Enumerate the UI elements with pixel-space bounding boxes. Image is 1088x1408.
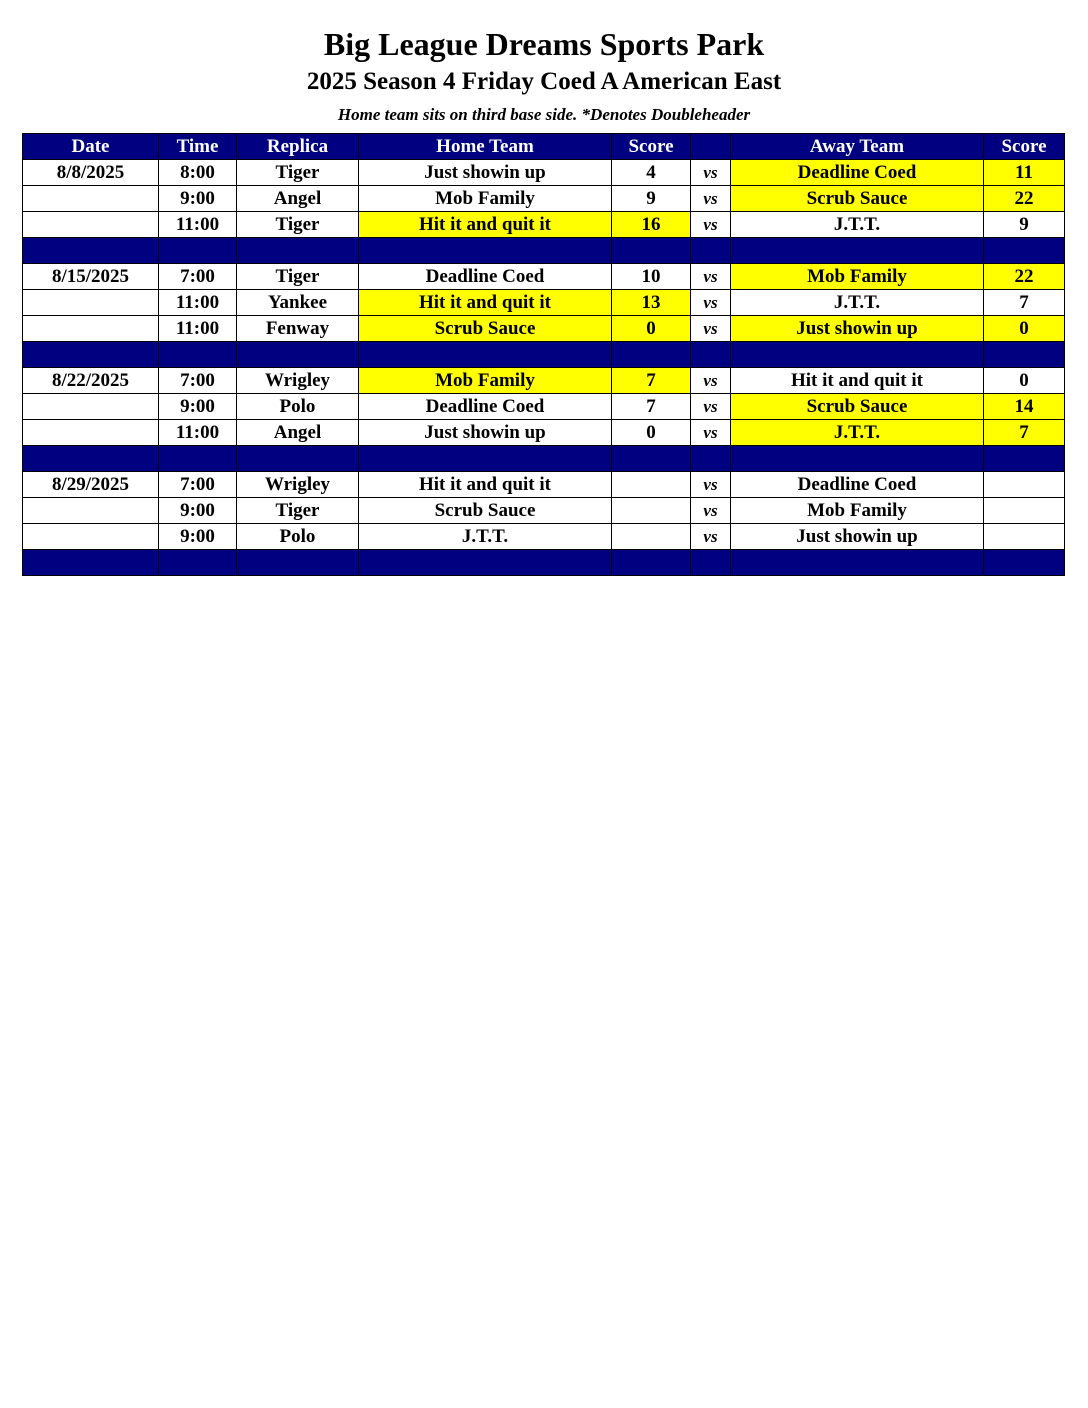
replica-cell: Yankee bbox=[237, 290, 359, 316]
week-separator-row bbox=[23, 550, 1065, 576]
season-subtitle: 2025 Season 4 Friday Coed A American East bbox=[306, 68, 782, 95]
column-header-away-score: Score bbox=[984, 134, 1065, 160]
separator-cell bbox=[159, 238, 237, 264]
home-team-cell: Hit it and quit it bbox=[359, 472, 612, 498]
vs-label: vs bbox=[691, 212, 731, 238]
date-cell: 8/15/2025 bbox=[23, 264, 159, 290]
time-cell: 11:00 bbox=[159, 316, 237, 342]
separator-cell bbox=[984, 550, 1065, 576]
away-team-cell: Just showin up bbox=[731, 316, 984, 342]
page-title: Big League Dreams Sports Park bbox=[323, 26, 765, 62]
date-cell bbox=[23, 524, 159, 550]
vs-label: vs bbox=[691, 472, 731, 498]
away-score-cell bbox=[984, 498, 1065, 524]
date-cell bbox=[23, 498, 159, 524]
vs-label: vs bbox=[691, 186, 731, 212]
game-row bbox=[23, 472, 1065, 498]
week-separator-row bbox=[23, 238, 1065, 264]
replica-cell: Angel bbox=[237, 186, 359, 212]
separator-cell bbox=[159, 446, 237, 472]
separator-cell bbox=[984, 342, 1065, 368]
column-header-replica: Replica bbox=[237, 134, 359, 160]
time-cell: 7:00 bbox=[159, 368, 237, 394]
time-cell: 11:00 bbox=[159, 212, 237, 238]
home-team-cell: Scrub Sauce bbox=[359, 498, 612, 524]
vs-label: vs bbox=[691, 524, 731, 550]
separator-cell bbox=[984, 446, 1065, 472]
game-row bbox=[23, 160, 1065, 186]
away-score-cell: 9 bbox=[984, 212, 1065, 238]
separator-cell bbox=[731, 238, 984, 264]
replica-cell: Angel bbox=[237, 420, 359, 446]
schedule-note: Home team sits on third base side. *Denotes Doubleheader bbox=[337, 105, 751, 124]
separator-cell bbox=[612, 342, 691, 368]
home-team-cell: J.T.T. bbox=[359, 524, 612, 550]
home-score-cell: 9 bbox=[612, 186, 691, 212]
time-cell: 7:00 bbox=[159, 264, 237, 290]
home-team-cell: Scrub Sauce bbox=[359, 316, 612, 342]
away-team-cell: Deadline Coed bbox=[731, 160, 984, 186]
vs-label: vs bbox=[691, 264, 731, 290]
separator-cell bbox=[612, 550, 691, 576]
schedule-body bbox=[23, 160, 1065, 576]
home-team-cell: Just showin up bbox=[359, 420, 612, 446]
week-separator-row bbox=[23, 342, 1065, 368]
separator-cell bbox=[23, 238, 159, 264]
game-row bbox=[23, 186, 1065, 212]
separator-cell bbox=[612, 446, 691, 472]
replica-cell: Polo bbox=[237, 524, 359, 550]
away-team-cell: Deadline Coed bbox=[731, 472, 984, 498]
home-team-cell: Mob Family bbox=[359, 368, 612, 394]
away-score-cell: 0 bbox=[984, 368, 1065, 394]
game-row bbox=[23, 394, 1065, 420]
game-row bbox=[23, 316, 1065, 342]
column-header-date: Date bbox=[23, 134, 159, 160]
separator-cell bbox=[731, 446, 984, 472]
separator-cell bbox=[159, 342, 237, 368]
away-score-cell: 7 bbox=[984, 290, 1065, 316]
home-score-cell bbox=[612, 472, 691, 498]
separator-cell bbox=[691, 550, 731, 576]
away-team-cell: Just showin up bbox=[731, 524, 984, 550]
separator-cell bbox=[359, 342, 612, 368]
home-score-cell: 7 bbox=[612, 394, 691, 420]
home-score-cell: 0 bbox=[612, 316, 691, 342]
time-cell: 9:00 bbox=[159, 524, 237, 550]
away-team-cell: Mob Family bbox=[731, 264, 984, 290]
home-score-cell: 4 bbox=[612, 160, 691, 186]
away-team-cell: J.T.T. bbox=[731, 290, 984, 316]
replica-cell: Fenway bbox=[237, 316, 359, 342]
date-cell: 8/8/2025 bbox=[23, 160, 159, 186]
away-team-cell: Hit it and quit it bbox=[731, 368, 984, 394]
away-score-cell: 7 bbox=[984, 420, 1065, 446]
vs-label: vs bbox=[691, 368, 731, 394]
vs-label: vs bbox=[691, 316, 731, 342]
game-row bbox=[23, 498, 1065, 524]
vs-label: vs bbox=[691, 394, 731, 420]
separator-cell bbox=[237, 342, 359, 368]
home-team-cell: Just showin up bbox=[359, 160, 612, 186]
replica-cell: Wrigley bbox=[237, 368, 359, 394]
column-header-home-team: Home Team bbox=[359, 134, 612, 160]
date-cell bbox=[23, 290, 159, 316]
replica-cell: Tiger bbox=[237, 264, 359, 290]
home-team-cell: Hit it and quit it bbox=[359, 290, 612, 316]
column-header-time: Time bbox=[159, 134, 237, 160]
separator-cell bbox=[237, 238, 359, 264]
vs-label: vs bbox=[691, 498, 731, 524]
away-team-cell: J.T.T. bbox=[731, 420, 984, 446]
home-score-cell bbox=[612, 498, 691, 524]
column-header-away-team: Away Team bbox=[731, 134, 984, 160]
away-score-cell: 22 bbox=[984, 186, 1065, 212]
table-header-row bbox=[23, 134, 1065, 160]
time-cell: 9:00 bbox=[159, 394, 237, 420]
separator-cell bbox=[237, 446, 359, 472]
home-score-cell: 13 bbox=[612, 290, 691, 316]
vs-label: vs bbox=[691, 290, 731, 316]
date-cell bbox=[23, 420, 159, 446]
date-cell bbox=[23, 212, 159, 238]
time-cell: 11:00 bbox=[159, 290, 237, 316]
time-cell: 9:00 bbox=[159, 498, 237, 524]
home-score-cell: 16 bbox=[612, 212, 691, 238]
replica-cell: Tiger bbox=[237, 160, 359, 186]
date-cell bbox=[23, 394, 159, 420]
separator-cell bbox=[359, 446, 612, 472]
game-row bbox=[23, 420, 1065, 446]
date-cell: 8/29/2025 bbox=[23, 472, 159, 498]
time-cell: 9:00 bbox=[159, 186, 237, 212]
replica-cell: Polo bbox=[237, 394, 359, 420]
separator-cell bbox=[159, 550, 237, 576]
separator-cell bbox=[23, 342, 159, 368]
away-score-cell: 0 bbox=[984, 316, 1065, 342]
time-cell: 11:00 bbox=[159, 420, 237, 446]
away-team-cell: J.T.T. bbox=[731, 212, 984, 238]
game-row bbox=[23, 290, 1065, 316]
home-score-cell: 7 bbox=[612, 368, 691, 394]
separator-cell bbox=[359, 550, 612, 576]
away-score-cell bbox=[984, 472, 1065, 498]
away-score-cell: 14 bbox=[984, 394, 1065, 420]
date-cell: 8/22/2025 bbox=[23, 368, 159, 394]
date-cell bbox=[23, 186, 159, 212]
separator-cell bbox=[23, 550, 159, 576]
date-cell bbox=[23, 316, 159, 342]
separator-cell bbox=[691, 446, 731, 472]
home-score-cell: 0 bbox=[612, 420, 691, 446]
home-score-cell: 10 bbox=[612, 264, 691, 290]
time-cell: 7:00 bbox=[159, 472, 237, 498]
separator-cell bbox=[237, 550, 359, 576]
home-team-cell: Deadline Coed bbox=[359, 394, 612, 420]
vs-label: vs bbox=[691, 420, 731, 446]
column-header-vs bbox=[691, 134, 731, 160]
separator-cell bbox=[731, 550, 984, 576]
separator-cell bbox=[612, 238, 691, 264]
separator-cell bbox=[691, 238, 731, 264]
week-separator-row bbox=[23, 446, 1065, 472]
separator-cell bbox=[984, 238, 1065, 264]
away-team-cell: Scrub Sauce bbox=[731, 394, 984, 420]
game-row bbox=[23, 212, 1065, 238]
replica-cell: Tiger bbox=[237, 498, 359, 524]
away-score-cell bbox=[984, 524, 1065, 550]
home-team-cell: Hit it and quit it bbox=[359, 212, 612, 238]
time-cell: 8:00 bbox=[159, 160, 237, 186]
away-score-cell: 22 bbox=[984, 264, 1065, 290]
replica-cell: Tiger bbox=[237, 212, 359, 238]
vs-label: vs bbox=[691, 160, 731, 186]
away-score-cell: 11 bbox=[984, 160, 1065, 186]
game-row bbox=[23, 368, 1065, 394]
column-header-home-score: Score bbox=[612, 134, 691, 160]
home-team-cell: Deadline Coed bbox=[359, 264, 612, 290]
separator-cell bbox=[731, 342, 984, 368]
separator-cell bbox=[23, 446, 159, 472]
away-team-cell: Scrub Sauce bbox=[731, 186, 984, 212]
game-row bbox=[23, 524, 1065, 550]
separator-cell bbox=[359, 238, 612, 264]
home-team-cell: Mob Family bbox=[359, 186, 612, 212]
away-team-cell: Mob Family bbox=[731, 498, 984, 524]
replica-cell: Wrigley bbox=[237, 472, 359, 498]
separator-cell bbox=[691, 342, 731, 368]
schedule-table bbox=[22, 133, 1065, 576]
home-score-cell bbox=[612, 524, 691, 550]
game-row bbox=[23, 264, 1065, 290]
